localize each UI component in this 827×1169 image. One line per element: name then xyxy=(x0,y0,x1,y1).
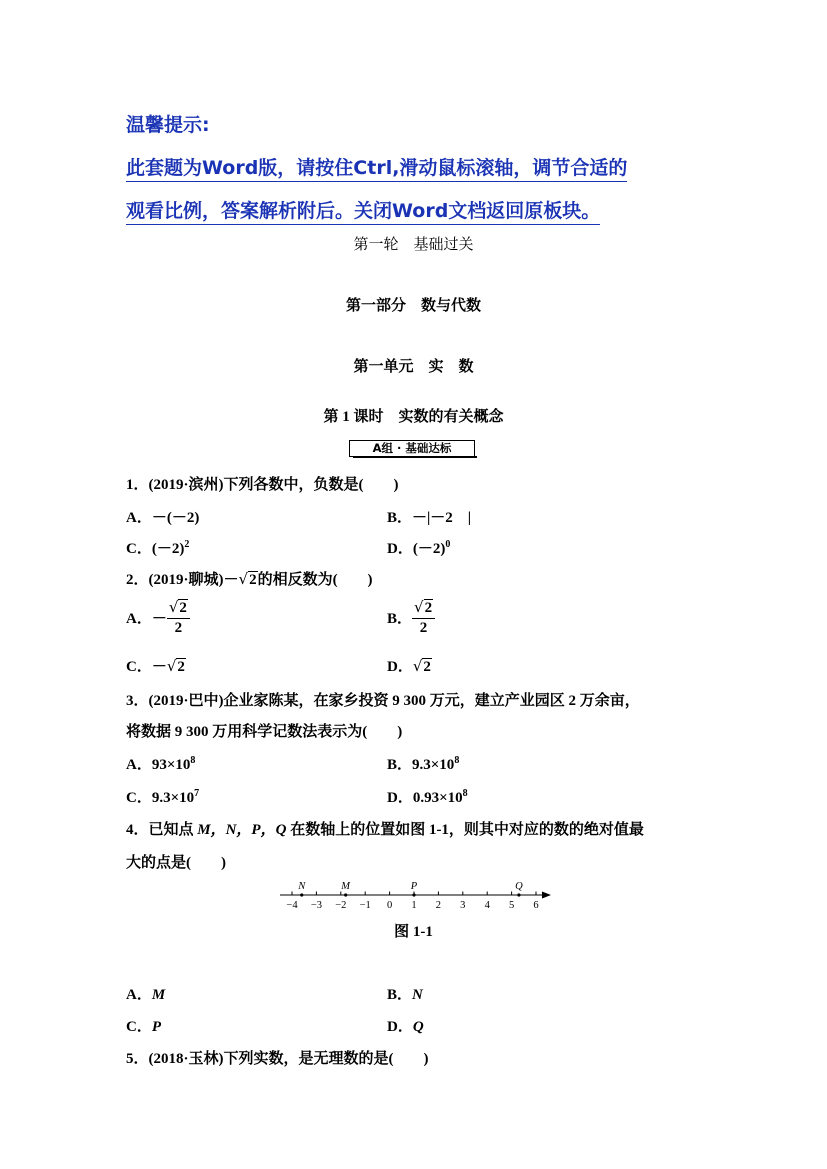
q4-option-d-label: D． xyxy=(387,1019,413,1035)
q2-option-c-label: C．－ xyxy=(126,659,167,675)
q4-option-d-value: Q xyxy=(412,1019,424,1035)
tick-label: −4 xyxy=(286,900,298,911)
q4-option-c xyxy=(126,1015,161,1036)
q2-stem-prefix: 2．(2019·聊城)－ xyxy=(126,572,239,588)
q1-option-c-exp: 2 xyxy=(184,539,190,550)
q2-option-a-label: A．－ xyxy=(126,611,167,627)
q2-option-b xyxy=(387,598,435,637)
point-n-label: N xyxy=(298,881,306,892)
unit-heading: 第一单元 实 数 xyxy=(353,359,474,375)
q3-option-d-exp: 8 xyxy=(462,788,468,799)
question-4-stem-line-1 xyxy=(126,818,644,839)
tick-label: 6 xyxy=(533,900,539,911)
tip-line-1: 此套题为Word版，请按住Ctrl,滑动鼠标滚轴，调节合适的 xyxy=(126,153,627,182)
tick-label: 5 xyxy=(508,900,515,911)
q3-option-a-base: A．93×10 xyxy=(126,757,191,773)
point-p-label: P xyxy=(410,881,418,892)
round-heading: 第一轮 基础过关 xyxy=(353,237,474,253)
figure-caption: 图 1-1 xyxy=(394,924,433,940)
q1-option-d-exp: 0 xyxy=(445,539,451,550)
q3-option-a xyxy=(126,753,195,774)
q1-option-d-base: D．(－2) xyxy=(387,541,446,557)
point-q-label: Q xyxy=(515,881,523,892)
q1-option-d xyxy=(387,537,450,558)
point-n-dot xyxy=(300,893,303,896)
tick-label: 4 xyxy=(484,900,490,911)
question-1-stem: 1．(2019·滨州)下列各数中，负数是( ) xyxy=(126,477,399,493)
q4-option-d xyxy=(387,1015,424,1036)
point-p-dot xyxy=(412,893,415,896)
q1-option-b: B．－|－2 | xyxy=(387,510,472,526)
question-3-stem-line-2: 将数据 9 300 万用科学记数法表示为( ) xyxy=(126,724,403,740)
q1-option-c xyxy=(126,537,189,558)
q2-option-d: D．√2 xyxy=(387,657,431,675)
q4-option-c-label: C． xyxy=(126,1019,152,1035)
question-4-stem-line-2: 大的点是( ) xyxy=(126,855,226,871)
q3-option-c xyxy=(126,786,199,807)
q3-option-d xyxy=(387,786,468,807)
q2-option-b-den: 2 xyxy=(419,620,428,636)
q4-option-a xyxy=(126,983,165,1004)
lesson-heading: 第 1 课时 实数的有关概念 xyxy=(323,409,504,425)
q2-option-b-fraction: $\frac{√2}{2}$ xyxy=(412,598,435,637)
tick-label: 1 xyxy=(411,900,417,911)
tick-label: −2 xyxy=(335,900,347,911)
tip-title: 温馨提示: xyxy=(126,114,210,136)
tick-label: 2 xyxy=(435,900,442,911)
point-m-label: M xyxy=(341,881,351,892)
point-q-dot xyxy=(517,893,520,896)
tick-label: 3 xyxy=(460,900,466,911)
q2-option-a-den: 2 xyxy=(174,620,183,636)
question-5-stem: 5．(2018·玉林)下列实数，是无理数的是( ) xyxy=(126,1051,429,1067)
number-line-arrow xyxy=(542,892,551,899)
q2-option-a xyxy=(126,598,190,637)
q3-option-d-base: D．0.93×10 xyxy=(387,790,463,806)
group-badge xyxy=(349,438,477,458)
q2-option-b-num: 2 xyxy=(424,600,433,616)
tick-label: 0 xyxy=(386,900,393,911)
group-badge-label: A组 · 基础达标 xyxy=(349,440,475,457)
q2-option-c-rad: 2 xyxy=(177,659,185,675)
q2-stem-sqrt: √2 xyxy=(238,570,257,588)
q4-option-a-value: M xyxy=(151,987,166,1003)
q4-option-c-value: P xyxy=(151,1019,162,1035)
q4-option-b-label: B． xyxy=(387,987,413,1003)
q1-option-c-base: C．(－2) xyxy=(126,541,185,557)
q3-option-c-exp: 7 xyxy=(194,788,200,799)
q2-option-d-label: D． xyxy=(387,659,413,675)
q4-stem-points: M，N，P，Q xyxy=(197,822,287,838)
q1-option-a: A．－(－2) xyxy=(126,510,200,526)
q2-stem-radicand: 2 xyxy=(249,572,257,588)
q4-option-a-label: A． xyxy=(126,987,152,1003)
q4-option-b xyxy=(387,983,423,1004)
tick-label: −3 xyxy=(310,900,322,911)
part-heading: 第一部分 数与代数 xyxy=(345,298,481,314)
tick-label: −1 xyxy=(359,900,371,911)
point-m-dot xyxy=(344,893,347,896)
q2-option-d-rad: 2 xyxy=(423,659,431,675)
question-2-stem xyxy=(126,568,373,589)
q2-option-a-num: 2 xyxy=(179,600,187,616)
q3-option-b-base: B．9.3×10 xyxy=(387,757,455,773)
number-line-figure xyxy=(270,876,560,912)
q3-option-a-exp: 8 xyxy=(190,755,196,766)
q2-option-c: C．－√2 xyxy=(126,657,185,675)
q3-option-b-exp: 8 xyxy=(454,755,460,766)
q4-stem-pre: 4．已知点 xyxy=(126,822,198,838)
q2-stem-suffix: 的相反数为( ) xyxy=(257,572,373,588)
number-line-points xyxy=(297,881,523,897)
q3-option-b xyxy=(387,753,459,774)
q2-option-b-label: B． xyxy=(387,611,413,627)
q3-option-c-base: C．9.3×10 xyxy=(126,790,195,806)
q4-option-b-value: N xyxy=(412,987,423,1003)
tip-line-2: 观看比例，答案解析附后。关闭Word文档返回原板块。 xyxy=(126,196,600,225)
q2-option-a-fraction: $\frac{√2}{2}$ xyxy=(167,598,190,637)
q4-stem-post: 在数轴上的位置如图 1-1，则其中对应的数的绝对值最 xyxy=(286,822,644,838)
question-3-stem-line-1: 3．(2019·巴中)企业家陈某，在家乡投资 9 300 万元，建立产业园区 2 万余亩， xyxy=(126,693,640,709)
